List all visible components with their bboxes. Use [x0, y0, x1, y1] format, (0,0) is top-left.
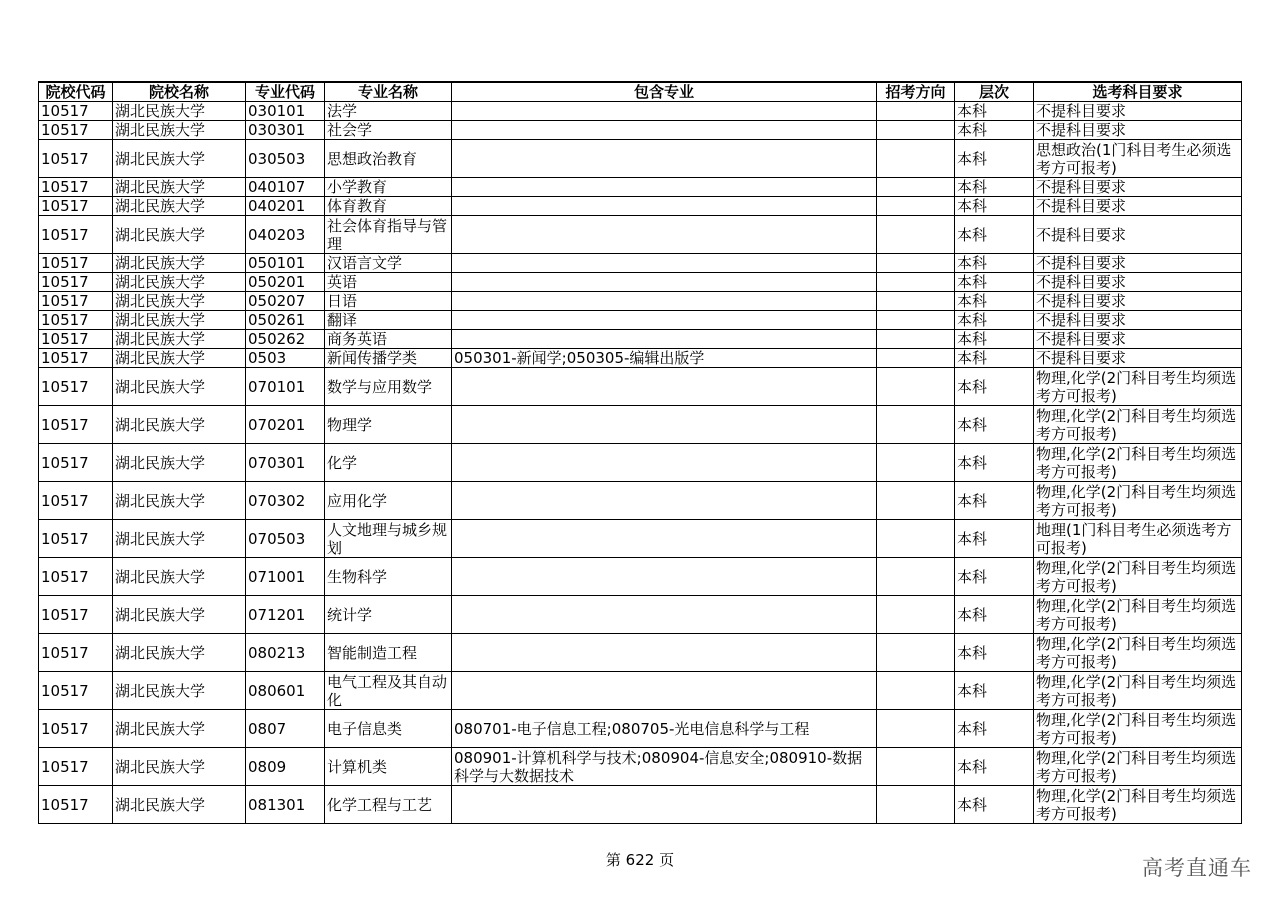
cell-school-code: 10517 — [39, 596, 113, 634]
table-row — [39, 520, 1242, 558]
cell-major-name: 人文地理与城乡规划 — [325, 520, 452, 558]
cell-school-name: 湖北民族大学 — [113, 520, 246, 558]
cell-includes — [452, 273, 877, 292]
cell-level: 本科 — [955, 311, 1034, 330]
cell-requirement: 地理(1门科目考生必须选考方可报考) — [1034, 520, 1242, 558]
cell-school-name: 湖北民族大学 — [113, 558, 246, 596]
cell-major-name: 智能制造工程 — [325, 634, 452, 672]
cell-level: 本科 — [955, 102, 1034, 121]
table-row — [39, 178, 1242, 197]
cell-school-code: 10517 — [39, 349, 113, 368]
cell-major-name: 应用化学 — [325, 482, 452, 520]
cell-major-name: 英语 — [325, 273, 452, 292]
cell-direction — [877, 121, 955, 140]
cell-major-code: 070201 — [246, 406, 325, 444]
cell-direction — [877, 368, 955, 406]
cell-school-code: 10517 — [39, 558, 113, 596]
cell-requirement: 不提科目要求 — [1034, 273, 1242, 292]
cell-school-name: 湖北民族大学 — [113, 786, 246, 824]
cell-school-code: 10517 — [39, 292, 113, 311]
cell-direction — [877, 102, 955, 121]
cell-level: 本科 — [955, 786, 1034, 824]
cell-major-code: 030503 — [246, 140, 325, 178]
cell-school-code: 10517 — [39, 178, 113, 197]
cell-major-name: 新闻传播学类 — [325, 349, 452, 368]
cell-direction — [877, 311, 955, 330]
cell-major-name: 法学 — [325, 102, 452, 121]
cell-school-name: 湖北民族大学 — [113, 273, 246, 292]
cell-major-name: 日语 — [325, 292, 452, 311]
cell-level: 本科 — [955, 216, 1034, 254]
table-row — [39, 444, 1242, 482]
cell-includes — [452, 406, 877, 444]
cell-major-code: 0503 — [246, 349, 325, 368]
cell-school-code: 10517 — [39, 634, 113, 672]
cell-school-name: 湖北民族大学 — [113, 710, 246, 748]
cell-requirement: 思想政治(1门科目考生必须选考方可报考) — [1034, 140, 1242, 178]
cell-requirement: 物理,化学(2门科目考生均须选考方可报考) — [1034, 482, 1242, 520]
cell-level: 本科 — [955, 368, 1034, 406]
cell-school-name: 湖北民族大学 — [113, 121, 246, 140]
table-row — [39, 330, 1242, 349]
cell-includes — [452, 482, 877, 520]
table-row — [39, 558, 1242, 596]
cell-school-name: 湖北民族大学 — [113, 102, 246, 121]
cell-major-code: 050101 — [246, 254, 325, 273]
cell-school-name: 湖北民族大学 — [113, 596, 246, 634]
cell-includes — [452, 102, 877, 121]
header-major-name: 专业名称 — [325, 82, 452, 102]
cell-requirement: 不提科目要求 — [1034, 216, 1242, 254]
cell-major-code: 080601 — [246, 672, 325, 710]
cell-school-name: 湖北民族大学 — [113, 140, 246, 178]
header-level: 层次 — [955, 82, 1034, 102]
cell-requirement: 不提科目要求 — [1034, 102, 1242, 121]
cell-level: 本科 — [955, 178, 1034, 197]
table-row — [39, 140, 1242, 178]
cell-school-name: 湖北民族大学 — [113, 178, 246, 197]
cell-major-code: 050262 — [246, 330, 325, 349]
cell-direction — [877, 349, 955, 368]
cell-school-code: 10517 — [39, 406, 113, 444]
cell-school-code: 10517 — [39, 444, 113, 482]
table-row — [39, 197, 1242, 216]
cell-school-name: 湖北民族大学 — [113, 748, 246, 786]
cell-direction — [877, 786, 955, 824]
cell-includes — [452, 786, 877, 824]
cell-direction — [877, 292, 955, 311]
cell-direction — [877, 254, 955, 273]
cell-level: 本科 — [955, 121, 1034, 140]
cell-major-code: 050261 — [246, 311, 325, 330]
cell-includes — [452, 634, 877, 672]
cell-school-code: 10517 — [39, 368, 113, 406]
cell-includes — [452, 311, 877, 330]
cell-level: 本科 — [955, 596, 1034, 634]
cell-requirement: 物理,化学(2门科目考生均须选考方可报考) — [1034, 406, 1242, 444]
cell-school-code: 10517 — [39, 140, 113, 178]
cell-level: 本科 — [955, 197, 1034, 216]
cell-level: 本科 — [955, 634, 1034, 672]
table-body — [39, 102, 1242, 824]
cell-includes — [452, 178, 877, 197]
cell-direction — [877, 216, 955, 254]
cell-level: 本科 — [955, 273, 1034, 292]
table-row — [39, 102, 1242, 121]
cell-major-name: 电气工程及其自动化 — [325, 672, 452, 710]
table-row — [39, 710, 1242, 748]
cell-major-name: 物理学 — [325, 406, 452, 444]
cell-major-name: 翻译 — [325, 311, 452, 330]
cell-requirement: 物理,化学(2门科目考生均须选考方可报考) — [1034, 710, 1242, 748]
table-row — [39, 596, 1242, 634]
cell-direction — [877, 634, 955, 672]
cell-school-code: 10517 — [39, 216, 113, 254]
cell-school-code: 10517 — [39, 311, 113, 330]
cell-major-name: 小学教育 — [325, 178, 452, 197]
cell-major-code: 081301 — [246, 786, 325, 824]
cell-school-code: 10517 — [39, 710, 113, 748]
cell-direction — [877, 748, 955, 786]
cell-level: 本科 — [955, 482, 1034, 520]
cell-includes — [452, 121, 877, 140]
cell-major-name: 电子信息类 — [325, 710, 452, 748]
cell-level: 本科 — [955, 748, 1034, 786]
cell-requirement: 不提科目要求 — [1034, 197, 1242, 216]
table-row — [39, 311, 1242, 330]
cell-major-code: 0807 — [246, 710, 325, 748]
cell-school-name: 湖北民族大学 — [113, 672, 246, 710]
cell-level: 本科 — [955, 349, 1034, 368]
cell-requirement: 物理,化学(2门科目考生均须选考方可报考) — [1034, 444, 1242, 482]
cell-major-name: 社会体育指导与管理 — [325, 216, 452, 254]
cell-school-code: 10517 — [39, 786, 113, 824]
cell-major-code: 070503 — [246, 520, 325, 558]
cell-major-code: 050201 — [246, 273, 325, 292]
table-row — [39, 368, 1242, 406]
cell-major-code: 030301 — [246, 121, 325, 140]
cell-major-code: 040203 — [246, 216, 325, 254]
cell-level: 本科 — [955, 254, 1034, 273]
cell-school-name: 湖北民族大学 — [113, 254, 246, 273]
cell-requirement: 物理,化学(2门科目考生均须选考方可报考) — [1034, 672, 1242, 710]
table-row — [39, 406, 1242, 444]
cell-major-code: 050207 — [246, 292, 325, 311]
cell-major-name: 化学工程与工艺 — [325, 786, 452, 824]
cell-major-code: 070302 — [246, 482, 325, 520]
header-includes: 包含专业 — [452, 82, 877, 102]
table-row — [39, 672, 1242, 710]
cell-major-name: 统计学 — [325, 596, 452, 634]
cell-direction — [877, 178, 955, 197]
cell-requirement: 不提科目要求 — [1034, 349, 1242, 368]
cell-school-code: 10517 — [39, 121, 113, 140]
cell-includes: 080701-电子信息工程;080705-光电信息科学与工程 — [452, 710, 877, 748]
cell-includes — [452, 197, 877, 216]
cell-includes — [452, 292, 877, 311]
cell-level: 本科 — [955, 672, 1034, 710]
cell-includes — [452, 140, 877, 178]
cell-school-name: 湖北民族大学 — [113, 197, 246, 216]
cell-includes: 080901-计算机科学与技术;080904-信息安全;080910-数据科学与大数据技术 — [452, 748, 877, 786]
cell-direction — [877, 672, 955, 710]
cell-requirement: 物理,化学(2门科目考生均须选考方可报考) — [1034, 558, 1242, 596]
cell-major-name: 计算机类 — [325, 748, 452, 786]
table-row — [39, 634, 1242, 672]
cell-school-name: 湖北民族大学 — [113, 330, 246, 349]
cell-major-name: 生物科学 — [325, 558, 452, 596]
cell-school-name: 湖北民族大学 — [113, 482, 246, 520]
cell-school-name: 湖北民族大学 — [113, 311, 246, 330]
cell-major-code: 080213 — [246, 634, 325, 672]
cell-school-code: 10517 — [39, 520, 113, 558]
cell-school-name: 湖北民族大学 — [113, 349, 246, 368]
cell-requirement: 不提科目要求 — [1034, 330, 1242, 349]
cell-school-code: 10517 — [39, 748, 113, 786]
cell-requirement: 物理,化学(2门科目考生均须选考方可报考) — [1034, 368, 1242, 406]
cell-requirement: 物理,化学(2门科目考生均须选考方可报考) — [1034, 634, 1242, 672]
cell-level: 本科 — [955, 330, 1034, 349]
header-major-code: 专业代码 — [246, 82, 325, 102]
cell-direction — [877, 710, 955, 748]
cell-school-name: 湖北民族大学 — [113, 216, 246, 254]
table-row — [39, 292, 1242, 311]
cell-direction — [877, 197, 955, 216]
cell-direction — [877, 558, 955, 596]
cell-school-name: 湖北民族大学 — [113, 292, 246, 311]
cell-direction — [877, 596, 955, 634]
cell-major-name: 化学 — [325, 444, 452, 482]
cell-direction — [877, 520, 955, 558]
cell-level: 本科 — [955, 558, 1034, 596]
cell-requirement: 不提科目要求 — [1034, 121, 1242, 140]
cell-includes — [452, 672, 877, 710]
cell-major-code: 0809 — [246, 748, 325, 786]
cell-major-code: 070301 — [246, 444, 325, 482]
cell-includes — [452, 216, 877, 254]
cell-includes — [452, 254, 877, 273]
table-row — [39, 216, 1242, 254]
cell-school-code: 10517 — [39, 102, 113, 121]
header-requirement: 选考科目要求 — [1034, 82, 1242, 102]
cell-school-name: 湖北民族大学 — [113, 634, 246, 672]
cell-level: 本科 — [955, 444, 1034, 482]
header-school-code: 院校代码 — [39, 82, 113, 102]
cell-school-code: 10517 — [39, 482, 113, 520]
cell-major-name: 社会学 — [325, 121, 452, 140]
cell-includes — [452, 330, 877, 349]
cell-direction — [877, 406, 955, 444]
cell-school-code: 10517 — [39, 197, 113, 216]
cell-includes: 050301-新闻学;050305-编辑出版学 — [452, 349, 877, 368]
cell-direction — [877, 444, 955, 482]
cell-school-name: 湖北民族大学 — [113, 406, 246, 444]
cell-major-name: 思想政治教育 — [325, 140, 452, 178]
cell-major-name: 数学与应用数学 — [325, 368, 452, 406]
cell-requirement: 物理,化学(2门科目考生均须选考方可报考) — [1034, 596, 1242, 634]
cell-level: 本科 — [955, 710, 1034, 748]
cell-direction — [877, 330, 955, 349]
cell-includes — [452, 520, 877, 558]
table-row — [39, 786, 1242, 824]
table-row — [39, 349, 1242, 368]
header-school-name: 院校名称 — [113, 82, 246, 102]
cell-school-code: 10517 — [39, 273, 113, 292]
cell-requirement: 物理,化学(2门科目考生均须选考方可报考) — [1034, 748, 1242, 786]
header-direction: 招考方向 — [877, 82, 955, 102]
cell-school-name: 湖北民族大学 — [113, 368, 246, 406]
cell-level: 本科 — [955, 292, 1034, 311]
cell-level: 本科 — [955, 406, 1034, 444]
cell-includes — [452, 368, 877, 406]
cell-requirement: 不提科目要求 — [1034, 292, 1242, 311]
cell-requirement: 不提科目要求 — [1034, 178, 1242, 197]
admission-table — [38, 81, 1242, 824]
cell-direction — [877, 140, 955, 178]
table-row — [39, 254, 1242, 273]
cell-major-code: 030101 — [246, 102, 325, 121]
cell-major-name: 汉语言文学 — [325, 254, 452, 273]
cell-includes — [452, 444, 877, 482]
cell-major-code: 071201 — [246, 596, 325, 634]
cell-level: 本科 — [955, 140, 1034, 178]
cell-major-code: 040107 — [246, 178, 325, 197]
cell-includes — [452, 558, 877, 596]
watermark-text: 高考直通车 — [1142, 856, 1252, 880]
cell-includes — [452, 596, 877, 634]
cell-school-code: 10517 — [39, 672, 113, 710]
cell-major-code: 070101 — [246, 368, 325, 406]
cell-requirement: 物理,化学(2门科目考生均须选考方可报考) — [1034, 786, 1242, 824]
table-row — [39, 273, 1242, 292]
cell-school-code: 10517 — [39, 254, 113, 273]
table-header-row — [39, 82, 1242, 102]
cell-direction — [877, 482, 955, 520]
table-row — [39, 748, 1242, 786]
table-row — [39, 482, 1242, 520]
cell-requirement: 不提科目要求 — [1034, 311, 1242, 330]
cell-school-code: 10517 — [39, 330, 113, 349]
cell-requirement: 不提科目要求 — [1034, 254, 1242, 273]
cell-major-code: 040201 — [246, 197, 325, 216]
cell-major-name: 体育教育 — [325, 197, 452, 216]
cell-school-name: 湖北民族大学 — [113, 444, 246, 482]
page-number: 第 622 页 — [605, 851, 675, 869]
cell-major-code: 071001 — [246, 558, 325, 596]
cell-major-name: 商务英语 — [325, 330, 452, 349]
table-row — [39, 121, 1242, 140]
cell-level: 本科 — [955, 520, 1034, 558]
cell-direction — [877, 273, 955, 292]
